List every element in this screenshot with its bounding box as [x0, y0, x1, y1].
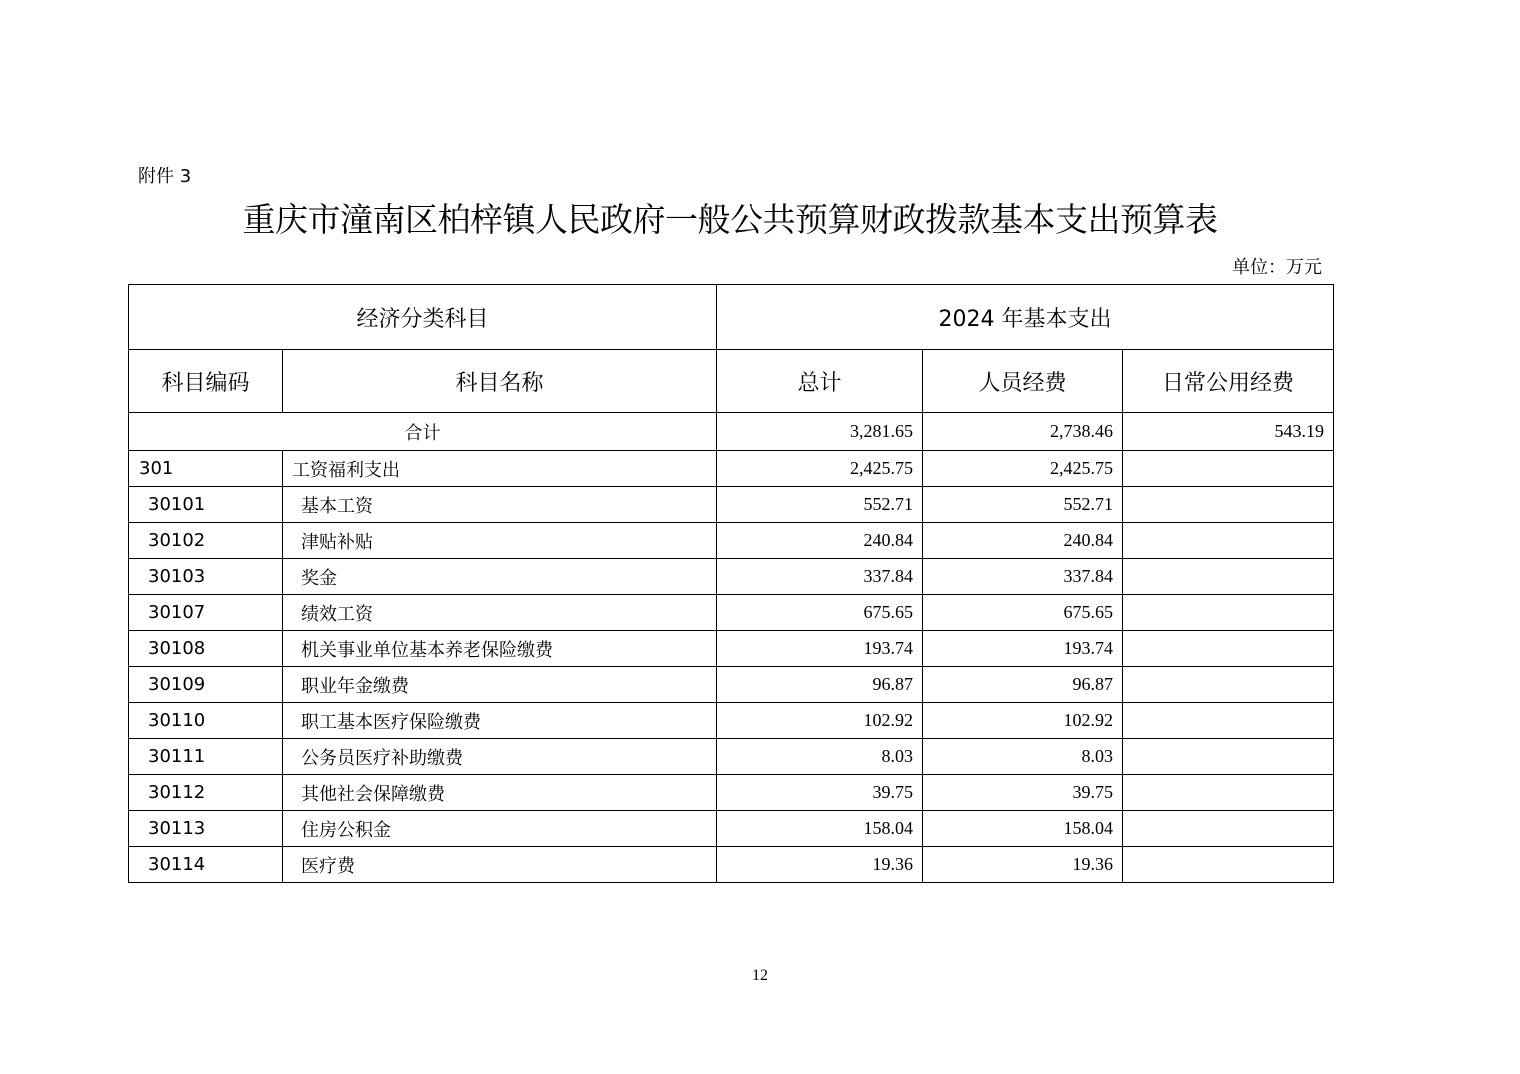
- totals-label: 合计: [129, 413, 717, 451]
- table-row: [129, 631, 1334, 667]
- table-row: [129, 487, 1334, 523]
- row-code: 30111: [129, 739, 283, 775]
- table-row: [129, 847, 1334, 883]
- row-name: 职工基本医疗保险缴费: [283, 703, 717, 739]
- row-personnel: 552.71: [923, 487, 1123, 523]
- row-name: 工资福利支出: [283, 451, 717, 487]
- row-public: [1123, 739, 1334, 775]
- row-total: 8.03: [717, 739, 923, 775]
- header-code: 科目编码: [129, 350, 283, 413]
- table-row: [129, 667, 1334, 703]
- row-code: 30108: [129, 631, 283, 667]
- table-row: [129, 703, 1334, 739]
- row-public: [1123, 559, 1334, 595]
- row-public: [1123, 703, 1334, 739]
- row-total: 2,425.75: [717, 451, 923, 487]
- row-code: 30101: [129, 487, 283, 523]
- table-row: [129, 451, 1334, 487]
- row-name: 公务员医疗补助缴费: [283, 739, 717, 775]
- row-personnel: 2,425.75: [923, 451, 1123, 487]
- row-public: [1123, 631, 1334, 667]
- row-total: 96.87: [717, 667, 923, 703]
- table-row: [129, 523, 1334, 559]
- row-name: 机关事业单位基本养老保险缴费: [283, 631, 717, 667]
- row-public: [1123, 811, 1334, 847]
- table-body: [129, 451, 1334, 883]
- page-title: 重庆市潼南区柏梓镇人民政府一般公共预算财政拨款基本支出预算表: [242, 200, 1218, 239]
- row-total: 552.71: [717, 487, 923, 523]
- row-total: 337.84: [717, 559, 923, 595]
- row-personnel: 19.36: [923, 847, 1123, 883]
- row-name: 医疗费: [283, 847, 717, 883]
- row-code: 30109: [129, 667, 283, 703]
- row-personnel: 96.87: [923, 667, 1123, 703]
- row-public: [1123, 523, 1334, 559]
- column-header-row: [129, 350, 1334, 413]
- row-personnel: 158.04: [923, 811, 1123, 847]
- row-code: 30107: [129, 595, 283, 631]
- row-code: 30113: [129, 811, 283, 847]
- row-name: 基本工资: [283, 487, 717, 523]
- table-row: [129, 595, 1334, 631]
- totals-total: 3,281.65: [717, 413, 923, 451]
- row-name: 住房公积金: [283, 811, 717, 847]
- row-total: 158.04: [717, 811, 923, 847]
- row-public: [1123, 595, 1334, 631]
- unit-label: 单位：万元: [1232, 257, 1322, 278]
- row-public: [1123, 487, 1334, 523]
- row-personnel: 337.84: [923, 559, 1123, 595]
- row-total: 240.84: [717, 523, 923, 559]
- row-personnel: 39.75: [923, 775, 1123, 811]
- totals-row: [129, 413, 1334, 451]
- table-row: [129, 811, 1334, 847]
- row-personnel: 102.92: [923, 703, 1123, 739]
- table-row: [129, 559, 1334, 595]
- row-personnel: 193.74: [923, 631, 1123, 667]
- budget-table: [128, 284, 1334, 883]
- row-personnel: 8.03: [923, 739, 1123, 775]
- row-public: [1123, 451, 1334, 487]
- row-personnel: 675.65: [923, 595, 1123, 631]
- attachment-label: 附件 3: [138, 166, 192, 187]
- table-row: [129, 775, 1334, 811]
- header-basic-spending: 2024 年基本支出: [717, 285, 1334, 350]
- totals-personnel: 2,738.46: [923, 413, 1123, 451]
- row-name: 职业年金缴费: [283, 667, 717, 703]
- table-row: [129, 739, 1334, 775]
- row-code: 30102: [129, 523, 283, 559]
- row-name: 其他社会保障缴费: [283, 775, 717, 811]
- header-public: 日常公用经费: [1123, 350, 1334, 413]
- row-public: [1123, 775, 1334, 811]
- row-public: [1123, 847, 1334, 883]
- row-total: 102.92: [717, 703, 923, 739]
- totals-public: 543.19: [1123, 413, 1334, 451]
- row-personnel: 240.84: [923, 523, 1123, 559]
- row-name: 津贴补贴: [283, 523, 717, 559]
- page-number: 12: [752, 967, 768, 984]
- row-public: [1123, 667, 1334, 703]
- row-code: 301: [129, 451, 283, 487]
- header-economic-category: 经济分类科目: [129, 285, 717, 350]
- row-total: 39.75: [717, 775, 923, 811]
- row-code: 30103: [129, 559, 283, 595]
- header-personnel: 人员经费: [923, 350, 1123, 413]
- row-total: 19.36: [717, 847, 923, 883]
- header-total: 总计: [717, 350, 923, 413]
- group-header-row: [129, 285, 1334, 350]
- row-name: 绩效工资: [283, 595, 717, 631]
- row-code: 30112: [129, 775, 283, 811]
- row-name: 奖金: [283, 559, 717, 595]
- row-total: 675.65: [717, 595, 923, 631]
- row-code: 30114: [129, 847, 283, 883]
- row-total: 193.74: [717, 631, 923, 667]
- header-name: 科目名称: [283, 350, 717, 413]
- row-code: 30110: [129, 703, 283, 739]
